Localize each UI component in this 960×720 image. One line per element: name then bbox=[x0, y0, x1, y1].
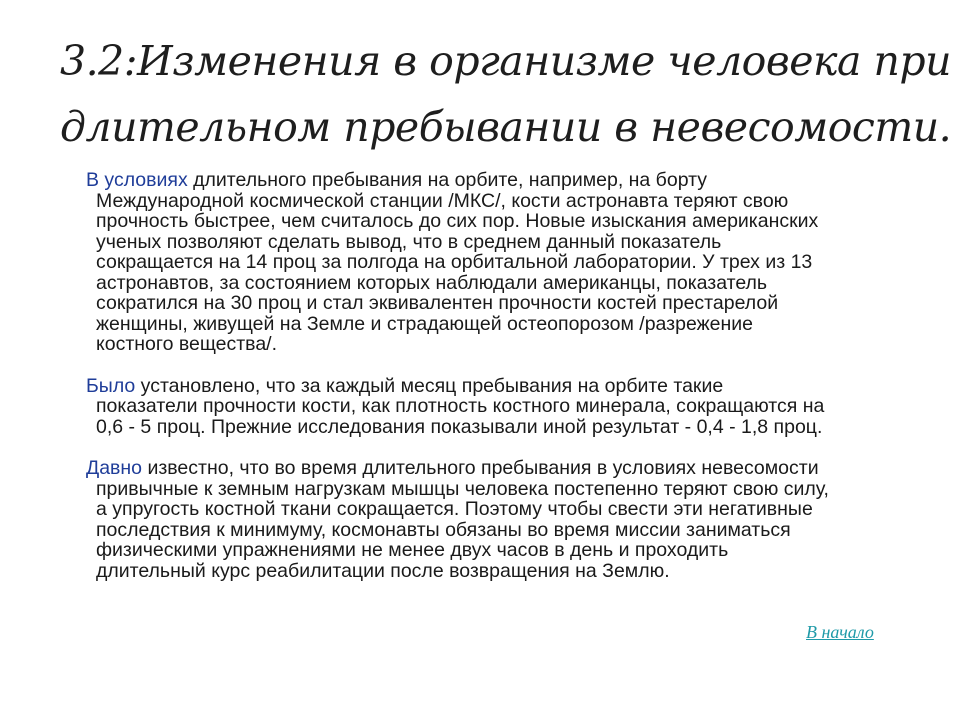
paragraph-1-line: костного вещества/. bbox=[96, 333, 277, 355]
title-line-2: длительном пребывании в невесомости. bbox=[60, 103, 952, 151]
paragraph-2 bbox=[86, 374, 916, 438]
paragraph-1-first-rest: длительного пребывания на орбите, например, на борту bbox=[187, 169, 708, 191]
paragraph-2-line: 0,6 - 5 проц. Прежние исследования показывали иной результат - 0,4 - 1,8 проц. bbox=[96, 415, 823, 438]
title-line-1: 3.2:Изменения в организме человека при bbox=[60, 37, 952, 85]
paragraph-1-line: Международной космической станции /МКС/, кости астронавта теряют свою bbox=[96, 189, 789, 212]
paragraph-3 bbox=[86, 457, 916, 582]
paragraph-1-lead: В условиях bbox=[86, 169, 188, 191]
paragraph-3-line: привычные к земным нагрузкам мышцы человека постепенно теряют свою силу, bbox=[96, 477, 829, 500]
paragraph-1 bbox=[86, 169, 916, 355]
paragraph-1-line: сократился на 30 проц и стал эквивалентен прочности костей престарелой bbox=[96, 292, 779, 314]
paragraph-1-line: женщины, живущей на Земле и страдающей остеопорозом /разрежение bbox=[96, 312, 753, 335]
paragraph-2-lead: Было bbox=[86, 374, 136, 397]
paragraph-3-line: последствия к минимуму, космонавты обязаны во время миссии заниматься bbox=[96, 518, 791, 541]
back-to-start-link[interactable]: В начало bbox=[806, 622, 874, 642]
paragraph-1-line: прочность быстрее, чем считалось до сих пор. Новые изыскания американских bbox=[96, 210, 819, 232]
slide-title bbox=[60, 28, 952, 160]
paragraph-1-line: астронавтов, за состоянием которых наблюдали американцы, показатель bbox=[96, 271, 768, 294]
paragraph-3-first-rest: известно, что во время длительного пребывания в условиях невесомости bbox=[142, 457, 819, 479]
paragraph-3-line: а упругость костной ткани сокращается. Поэтому чтобы свести эти негативные bbox=[96, 498, 813, 520]
paragraph-3-first-line bbox=[86, 458, 916, 479]
paragraph-3-lead: Давно bbox=[86, 457, 143, 479]
paragraph-2-first-rest: установлено, что за каждый месяц пребывания на орбите такие bbox=[135, 374, 724, 397]
paragraph-3-line: физическими упражнениями не менее двух часов в день и проходить bbox=[96, 539, 729, 561]
paragraph-2-first-line bbox=[86, 376, 916, 397]
body-text bbox=[86, 169, 916, 582]
paragraph-1-line: ученых позволяют сделать вывод, что в среднем данный показатель bbox=[96, 230, 722, 253]
paragraph-1-first-line bbox=[86, 170, 916, 191]
paragraph-1-line: сокращается на 14 проц за полгода на орбитальной лаборатории. У трех из 13 bbox=[96, 251, 813, 273]
paragraph-3-line: длительный курс реабилитации после возвращения на Землю. bbox=[96, 559, 670, 582]
paragraph-2-line: показатели прочности кости, как плотность костного минерала, сокращаются на bbox=[96, 395, 825, 417]
